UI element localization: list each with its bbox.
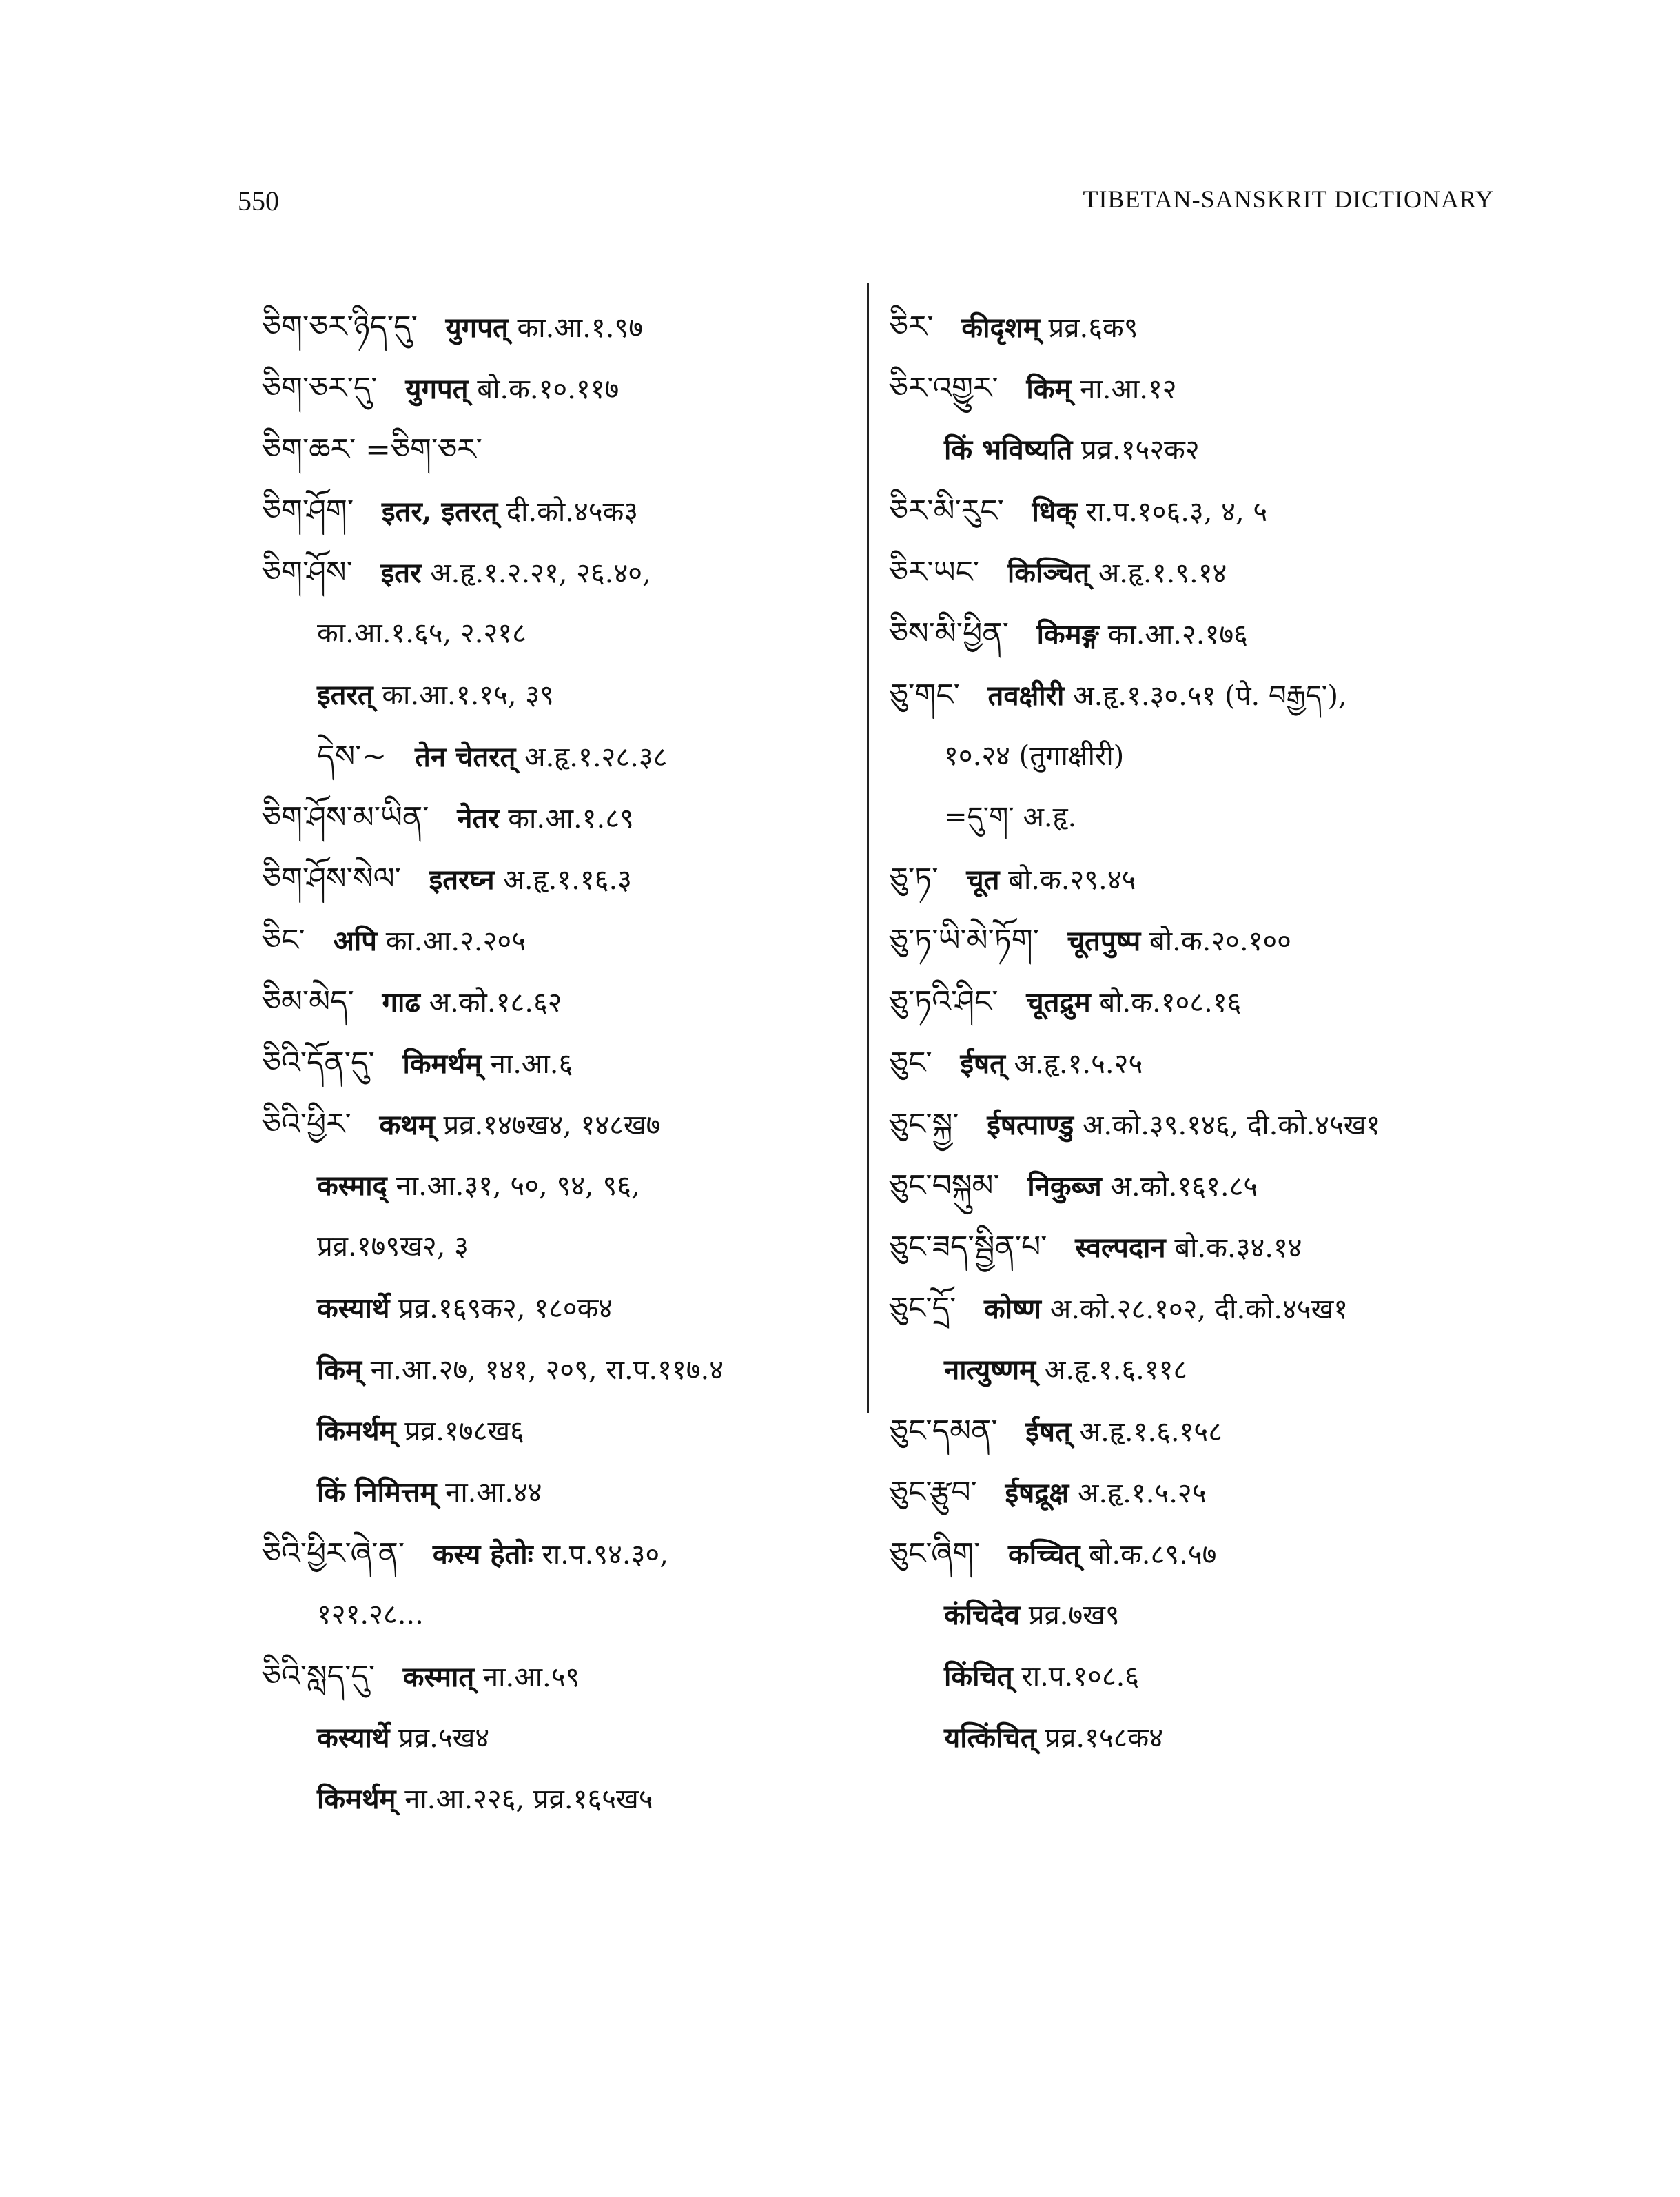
source-references: अ.हृ.१.६.१५८ — [1079, 1416, 1222, 1448]
tibetan-term: ཅིམ་མེད་ — [262, 984, 354, 1019]
sanskrit-headword: ईषत् — [960, 1048, 1005, 1080]
dictionary-entry-line — [262, 358, 834, 419]
tibetan-term: ཅིག་ཤོས་ — [262, 555, 353, 590]
sanskrit-headword: किमर्थम् — [402, 1048, 482, 1080]
tibetan-term: ཅིའི་ཕྱིར་ཞེ་ན་ — [262, 1536, 405, 1571]
dictionary-entry-line — [889, 726, 1509, 787]
source-references: अ.हृ.१.९.१४ — [1098, 558, 1227, 589]
dictionary-entry-line — [262, 1646, 834, 1707]
sanskrit-headword: इतर — [380, 557, 422, 589]
dictionary-entry-line — [889, 1278, 1509, 1339]
dictionary-entry-line — [889, 603, 1509, 664]
sanskrit-headword: निकुब्ज — [1027, 1170, 1102, 1203]
source-references: प्रव्र.७ख९ — [1028, 1600, 1120, 1631]
sanskrit-headword: किम् — [1026, 373, 1072, 405]
source-references: ना.आ.६ — [490, 1048, 573, 1080]
sanskrit-headword: चूत — [966, 864, 1000, 896]
dictionary-entry-line — [889, 1400, 1509, 1462]
dictionary-entry-line — [889, 480, 1509, 542]
sanskrit-headword: नात्युष्णम् — [944, 1353, 1036, 1386]
dictionary-entry-line — [262, 848, 834, 910]
dictionary-entry-line — [889, 1216, 1509, 1278]
dictionary-entry-line — [262, 1278, 834, 1339]
dictionary-entry-line — [889, 1339, 1509, 1400]
sanskrit-headword: तवक्षीरी — [987, 679, 1065, 712]
source-references: का.आ.१.८९ — [508, 803, 634, 835]
dictionary-entry-line — [262, 664, 834, 726]
sanskrit-headword: किमङ्ग — [1036, 618, 1099, 651]
dictionary-entry-line — [889, 787, 1509, 848]
dictionary-entry-line — [889, 1032, 1509, 1094]
tibetan-term: དེས་~ — [317, 739, 387, 774]
sanskrit-headword: युगपत् — [405, 373, 469, 405]
source-references: अ.को.१८.६२ — [429, 987, 562, 1019]
dictionary-entry-line — [262, 1523, 834, 1584]
column-divider — [867, 283, 869, 1413]
sanskrit-headword: कंचिदेव — [944, 1599, 1020, 1631]
source-references: प्रव्र.१६९क२, १८०क४ — [398, 1293, 613, 1325]
source-references: प्रव्र.६क९ — [1048, 312, 1138, 344]
sanskrit-headword: ईषत्पाण्डु — [987, 1109, 1074, 1141]
sanskrit-headword: किमर्थम् — [317, 1415, 396, 1447]
sanskrit-headword: चूतद्रुम — [1026, 986, 1091, 1019]
sanskrit-headword: कोष्ण — [984, 1293, 1041, 1325]
source-references: बो.क.२९.४५ — [1008, 864, 1136, 896]
sanskrit-headword: स्वल्पदान — [1075, 1232, 1166, 1264]
source-references: ना.आ.४४ — [445, 1477, 542, 1509]
tibetan-term: ཅུང་སྐྱ་ — [889, 1107, 959, 1142]
source-references: का.आ.२.२०५ — [385, 926, 526, 957]
sanskrit-headword: कस्यार्थे — [317, 1721, 390, 1754]
dictionary-entry-line — [889, 1707, 1509, 1768]
sanskrit-headword: यत्किंचित् — [944, 1721, 1036, 1754]
dictionary-entry-line — [262, 1216, 834, 1278]
tibetan-term: ཅིར་མི་རུང་ — [889, 493, 1004, 529]
source-references: बो.क.८९.५७ — [1089, 1539, 1217, 1571]
tibetan-term: ཅུ་ཏ་ — [889, 861, 939, 897]
source-references: अ.को.२८.१०२, दी.को.४५ख१ — [1049, 1294, 1349, 1325]
sanskrit-headword: किञ्चित् — [1007, 557, 1090, 589]
dictionary-entry-line — [262, 1768, 834, 1830]
left-column — [262, 296, 834, 1830]
sanskrit-headword: कस्यार्थे — [317, 1292, 390, 1325]
source-references: =དུ་ག་ अ.हृ. — [944, 801, 1077, 833]
source-references: दी.को.४५क३ — [506, 496, 639, 528]
tibetan-term: ཅིའི་དོན་དུ་ — [262, 1045, 375, 1081]
sanskrit-headword: तेन चेतरत् — [415, 741, 516, 773]
source-references: प्रव्र.१७९ख२, ३ — [317, 1231, 469, 1263]
tibetan-term: ཅུང་རྩུབ་ — [889, 1475, 977, 1510]
source-references: का.आ.१.१५, ३९ — [382, 679, 554, 711]
tibetan-term: ཅིག་ཅར་དུ་ — [262, 371, 378, 406]
dictionary-entry-line — [262, 1462, 834, 1523]
sanskrit-headword: युगपत् — [445, 311, 509, 344]
source-references: अ.हृ.१.३०.५१ (पे. བརྒྱད་), — [1073, 680, 1347, 712]
dictionary-entry-line — [262, 1339, 834, 1400]
source-references: रा.प.९४.३०, — [542, 1539, 668, 1571]
source-references: अ.को.३९.१४६, दी.को.४५ख१ — [1082, 1110, 1381, 1141]
right-column — [889, 296, 1509, 1768]
tibetan-term: ཅིག་ཤོས་སེལ་ — [262, 861, 401, 897]
source-references: १०.२४ (तुगाक्षीरी) — [944, 740, 1125, 772]
source-references: बो.क.१०.११७ — [477, 374, 619, 405]
sanskrit-headword: इतरघ्न — [429, 864, 495, 896]
dictionary-entry-line — [889, 1584, 1509, 1646]
sanskrit-headword: किं भविष्यति — [944, 433, 1073, 466]
tibetan-term: ཅུ་ཏ་ཡི་མེ་ཏོག་ — [889, 923, 1039, 958]
running-head: TIBETAN-SANSKRIT DICTIONARY — [1083, 185, 1494, 213]
dictionary-entry-line — [262, 603, 834, 664]
tibetan-term: ཅུང་བསྐུམ་ — [889, 1168, 1000, 1203]
dictionary-entry-line — [262, 787, 834, 848]
source-references: ना.आ.१२ — [1080, 374, 1177, 405]
tibetan-term: ཅུ་གང་ — [889, 677, 960, 713]
source-references: रा.प.१०६.३, ४, ५ — [1085, 496, 1268, 528]
dictionary-entry-line — [889, 971, 1509, 1032]
dictionary-entry-line — [262, 296, 834, 358]
tibetan-term: ཅིག་ཅར་ཉིད་དུ་ — [262, 309, 418, 345]
source-references: ना.आ.२२६, प्रव्र.१६५ख५ — [404, 1784, 653, 1815]
dictionary-entry-line — [889, 664, 1509, 726]
dictionary-entry-line — [889, 1646, 1509, 1707]
source-references: प्रव्र.१४७ख४, १४८ख७ — [443, 1110, 661, 1141]
source-references: अ.हृ.१.२८.३८ — [524, 742, 668, 773]
dictionary-entry-line — [262, 910, 834, 971]
sanskrit-headword: किंचित् — [944, 1660, 1013, 1693]
dictionary-entry-line — [889, 1462, 1509, 1523]
tibetan-term: ཅུ་ཏའི་ཤིང་ — [889, 984, 998, 1019]
source-references: बो.क.२०.१०० — [1149, 926, 1291, 957]
dictionary-entry-line — [889, 542, 1509, 603]
source-references: का.आ.१.६५, २.२१८ — [317, 617, 526, 649]
tibetan-term: ཅུང་ — [889, 1045, 932, 1081]
sanskrit-headword: ईषत् — [1025, 1416, 1071, 1448]
sanskrit-headword: नेतर — [457, 802, 500, 835]
source-references: प्रव्र.१५२क२ — [1081, 434, 1200, 466]
source-references: ना.आ.२७, १४१, २०९, रा.प.११७.४ — [370, 1354, 724, 1386]
tibetan-term: ཅིག་ཆར་ =ཅིག་ཅར་ — [262, 432, 482, 467]
sanskrit-headword: कस्माद् — [317, 1169, 387, 1202]
source-references: रा.प.१०८.६ — [1021, 1661, 1140, 1693]
dictionary-entry-line — [262, 971, 834, 1032]
tibetan-term: ཅིའི་ཕྱིར་ — [262, 1107, 351, 1142]
sanskrit-headword: कच्चित् — [1008, 1538, 1080, 1571]
sanskrit-headword: कथम् — [379, 1109, 435, 1141]
sanskrit-headword: ईषद्रूक्ष — [1005, 1477, 1069, 1509]
dictionary-entry-line — [889, 358, 1509, 419]
dictionary-entry-line — [262, 726, 834, 787]
dictionary-entry-line — [262, 542, 834, 603]
dictionary-entry-line — [889, 848, 1509, 910]
sanskrit-headword: चूतपुष्प — [1067, 925, 1141, 957]
source-references: अ.हृ.१.६.११८ — [1044, 1354, 1188, 1386]
source-references: प्रव्र.१७८ख६ — [404, 1416, 524, 1447]
tibetan-term: ཅིར་འགྱུར་ — [889, 371, 998, 406]
sanskrit-headword: किम् — [317, 1353, 362, 1386]
tibetan-term: ཅིས་མི་ཕྱིན་ — [889, 616, 1009, 651]
dictionary-entry-line — [889, 1155, 1509, 1216]
tibetan-term: ཅིར་ཡང་ — [889, 555, 980, 590]
source-references: अ.हृ.१.५.२५ — [1014, 1048, 1143, 1080]
dictionary-entry-line — [889, 296, 1509, 358]
tibetan-term: ཅུང་དམན་ — [889, 1413, 998, 1449]
source-references: ना.आ.५९ — [482, 1662, 580, 1693]
sanskrit-headword: इतर, इतरत् — [381, 495, 498, 528]
source-references: १२१.२८... — [317, 1599, 424, 1631]
source-references: अ.को.१६१.८५ — [1110, 1171, 1258, 1203]
source-references: प्रव्र.१५८क४ — [1045, 1722, 1163, 1754]
sanskrit-headword: किमर्थम् — [317, 1783, 396, 1815]
tibetan-term: ཅུང་དྲོ་ — [889, 1291, 956, 1326]
source-references: अ.हृ.१.५.२५ — [1077, 1478, 1207, 1509]
page-number: 550 — [238, 185, 279, 216]
tibetan-term: ཅུང་ཞིག་ — [889, 1536, 981, 1571]
source-references: का.आ.२.१७६ — [1107, 619, 1248, 651]
tibetan-term: ཅིག་ཤོག་ — [262, 493, 354, 529]
sanskrit-headword: कीदृशम् — [961, 311, 1040, 344]
sanskrit-headword: अपि — [333, 925, 377, 957]
tibetan-term: ཅིག་ཤོས་མ་ཡིན་ — [262, 800, 429, 835]
sanskrit-headword: धिक् — [1032, 495, 1078, 528]
source-references: बो.क.३४.१४ — [1174, 1232, 1302, 1264]
dictionary-entry-line — [262, 1155, 834, 1216]
sanskrit-headword: कस्य हेतोः — [432, 1538, 533, 1571]
dictionary-entry-line — [889, 1523, 1509, 1584]
source-references: बो.क.१०८.१६ — [1099, 987, 1242, 1019]
source-references: का.आ.१.९७ — [517, 312, 644, 344]
dictionary-entry-line — [262, 1584, 834, 1646]
dictionary-entry-line — [262, 419, 834, 480]
tibetan-term: ཅུང་ཟད་སྦྱིན་པ་ — [889, 1229, 1047, 1265]
sanskrit-headword: इतरत् — [317, 679, 373, 711]
dictionary-entry-line — [262, 480, 834, 542]
tibetan-term: ཅིང་ — [262, 923, 305, 958]
source-references: ना.आ.३१, ५०, ९४, ९६, — [396, 1170, 640, 1202]
dictionary-entry-line — [889, 419, 1509, 480]
sanskrit-headword: गाढ — [382, 986, 420, 1019]
source-references: अ.हृ.१.२.२१, २६.४०, — [430, 558, 651, 589]
sanskrit-headword: किं निमित्तम् — [317, 1476, 437, 1509]
source-references: अ.हृ.१.१६.३ — [503, 864, 632, 896]
dictionary-entry-line — [262, 1094, 834, 1155]
tibetan-term: ཅིའི་སླད་དུ་ — [262, 1659, 376, 1694]
source-references: प्रव्र.५ख४ — [398, 1722, 490, 1754]
dictionary-entry-line — [889, 1094, 1509, 1155]
dictionary-entry-line — [262, 1707, 834, 1768]
tibetan-term: ཅིར་ — [889, 309, 934, 345]
sanskrit-headword: कस्मात् — [402, 1661, 475, 1693]
dictionary-entry-line — [889, 910, 1509, 971]
dictionary-entry-line — [262, 1032, 834, 1094]
dictionary-entry-line — [262, 1400, 834, 1462]
